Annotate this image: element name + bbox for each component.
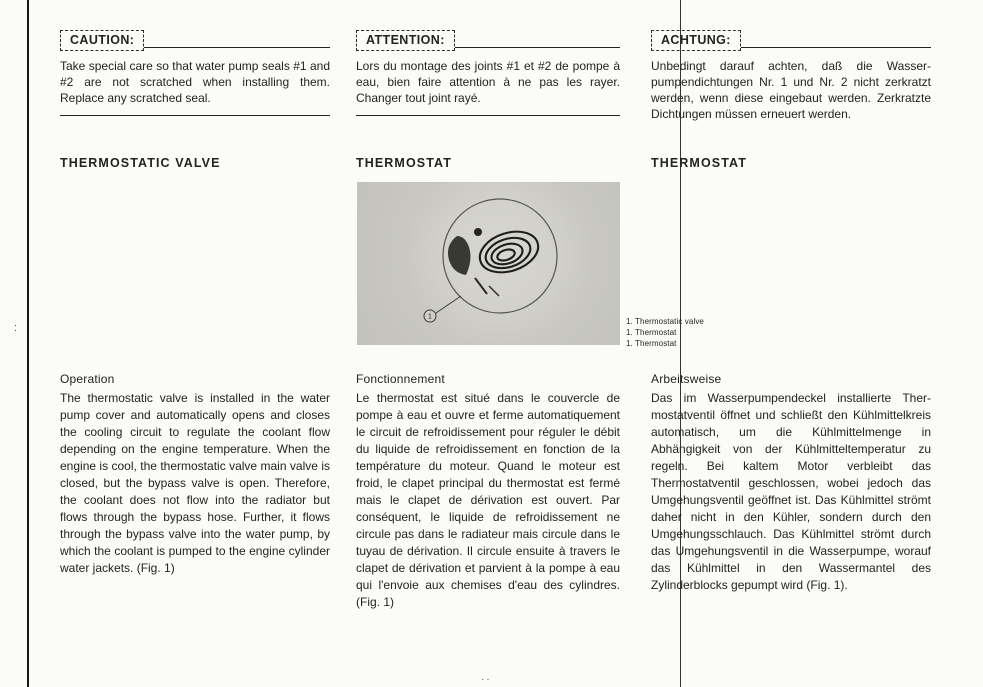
body-heading-english: Operation bbox=[60, 372, 115, 386]
figure-caption-english: 1. Thermostatic valve bbox=[626, 317, 704, 326]
body-block-english bbox=[60, 372, 330, 577]
page-left-edge-line bbox=[27, 0, 29, 687]
caution-label-english: CAUTION: bbox=[60, 30, 144, 51]
caution-bottom-rule bbox=[356, 115, 620, 116]
caution-header-rule bbox=[741, 47, 931, 48]
caution-header bbox=[60, 30, 330, 51]
caution-header bbox=[356, 30, 620, 51]
page-number-mark: ·· bbox=[481, 674, 492, 685]
caution-label-french: ATTENTION: bbox=[356, 30, 455, 51]
figure-caption-french: 1. Thermostat bbox=[626, 328, 677, 337]
figure-leader-line bbox=[424, 296, 461, 322]
body-heading-german: Arbeitsweise bbox=[651, 372, 722, 386]
thermostat-spring bbox=[475, 225, 544, 280]
thermostat-drawing bbox=[357, 182, 620, 345]
scan-artifact-mark: : bbox=[14, 322, 18, 334]
body-heading-french: Fonctionnement bbox=[356, 372, 445, 386]
figure-caption-german: 1. Thermostat bbox=[626, 339, 677, 348]
body-text-german: Das im Wasserpumpendeckel installierte Thermostatventil öffnet und schließt den Kühlmittelkreis automatisch, um die Kühlmittelmenge in Abhängigkeit von der Kühlmitteltemperatur zu regeln. Bei kaltem Motor verbleibt das Thermostatventil geschlossen, wobei jedoch das Umgehungsventil geöffnet ist. Das Kühlmittel strömt daher nicht in den Kühler, sondern durch den Umgehungsschlauch. Das Kühlmittel strömt durch das Umgehungsventil in die Wasserpumpe, worauf das Kühlmittel in den Wassermantel des Zylinderblocks gepumpt wird (Fig. 1). bbox=[651, 391, 931, 592]
section-title-french: THERMOSTAT bbox=[356, 156, 452, 170]
caution-block-english bbox=[60, 30, 330, 116]
caution-header bbox=[651, 30, 931, 51]
body-text-english: The thermostatic valve is installed in the water pump cover and automatically opens and closes the cooling circuit to regulate the coolant flow depending on the engine temperature. When the engine is cool, the thermostatic valve main valve is closed, but the bypass valve is open. Therefore, the coolant does not flow into the radiator but flows through the bypass hose. Further, it flows through the bypass valve into the water pump, by which the coolant is pumped to the engine cylinder water jackets. (Fig. 1) bbox=[60, 391, 330, 575]
caution-text-english: Take special care so that water pump seals #1 and #2 are not scratched when installing them. Replace any scratched seal. bbox=[60, 59, 330, 105]
section-title-english: THERMOSTATIC VALVE bbox=[60, 156, 221, 170]
body-block-french bbox=[356, 372, 620, 611]
body-block-german bbox=[651, 372, 931, 594]
thermostat-figure bbox=[357, 182, 620, 345]
caution-header-rule bbox=[144, 47, 330, 48]
caution-block-german bbox=[651, 30, 931, 122]
caution-bottom-rule bbox=[60, 115, 330, 116]
caution-label-german: ACHTUNG: bbox=[651, 30, 741, 51]
caution-header-rule bbox=[455, 47, 620, 48]
caution-text-german: Unbedingt darauf achten, daß die Wasserpumpendichtungen Nr. 1 und Nr. 2 nicht zerkratzt werden, wenn diese eingebaut werden. Zerkratzte Dichtungen müssen erneuert werden. bbox=[651, 59, 931, 121]
section-title-german: THERMOSTAT bbox=[651, 156, 747, 170]
caution-block-french bbox=[356, 30, 620, 116]
body-text-french: Le thermostat est situé dans le couvercle de pompe à eau et ouvre et ferme automatiquement le circuit de refroidissement pour réguler le débit du liquide de refroidissement en fonction de la température du moteur. Quand le moteur est froid, le clapet principal du thermostat est fermé mais le clapet de dérivation est ouvert. Par conséquent, le liquide de refroidissement ne circule pas dans le radiateur mais circule dans le tuyau de dérivation. Il circule ensuite à travers le clapet de dérivation et parvient à la pompe à eau qui l'envoie aux chemises d'eau des cylindres. (Fig. 1) bbox=[356, 391, 620, 609]
column-english bbox=[60, 0, 330, 687]
caution-text-french: Lors du montage des joints #1 et #2 de pompe à eau, bien faire attention à ne pas les rayer. Changer tout joint rayé. bbox=[356, 59, 620, 105]
thermostat-valve-element bbox=[448, 228, 499, 296]
figure-captions bbox=[626, 316, 704, 349]
figure-marker-label: 1 bbox=[428, 313, 432, 321]
